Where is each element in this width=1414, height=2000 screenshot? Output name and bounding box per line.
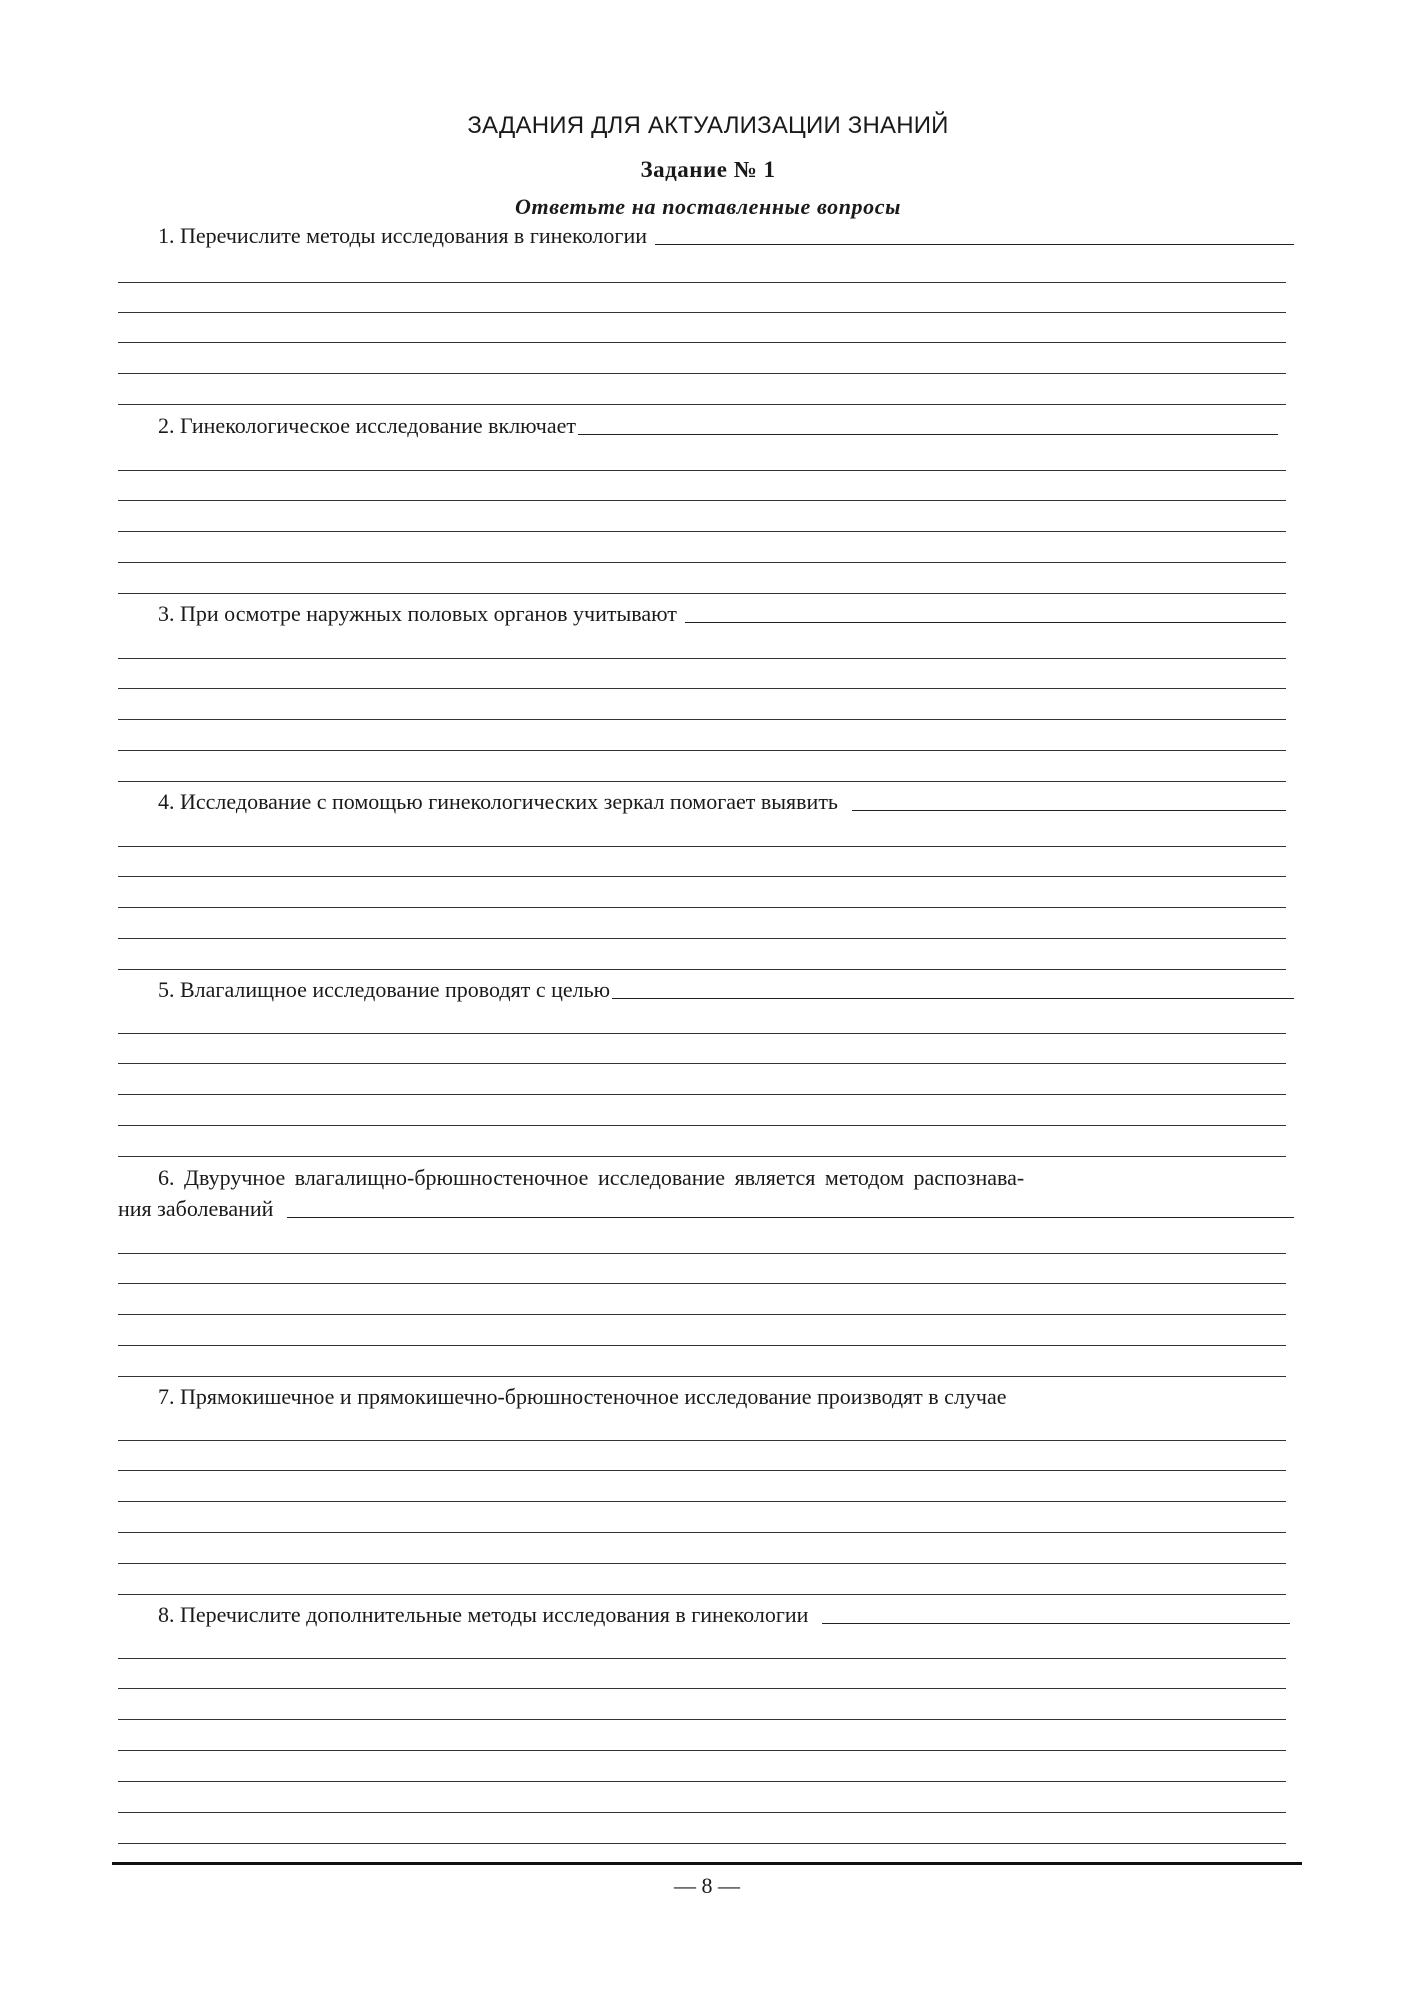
answer-line[interactable] xyxy=(118,562,1286,563)
answer-line[interactable] xyxy=(118,404,1286,405)
question-2 xyxy=(118,412,1278,440)
answer-line[interactable] xyxy=(118,1283,1286,1284)
answer-line[interactable] xyxy=(118,969,1286,970)
answer-line[interactable] xyxy=(118,688,1286,689)
question-5 xyxy=(118,976,1294,1004)
question-6-answer-line[interactable] xyxy=(287,1216,1294,1218)
question-4 xyxy=(118,788,1286,816)
question-5-answer-line[interactable] xyxy=(612,997,1294,999)
question-4-text: 4. Исследование с помощью гинекологических зеркал помогает выявить xyxy=(158,789,838,814)
answer-line[interactable] xyxy=(118,282,1286,283)
question-6-text-line-1: 6. Двуручное влагалищно-брюшностеночное исследование является методом распознава- xyxy=(158,1165,1025,1190)
answer-line[interactable] xyxy=(118,719,1286,720)
question-8 xyxy=(118,1601,1290,1629)
question-5-text: 5. Влагалищное исследование проводят с целью xyxy=(158,977,611,1002)
answer-line[interactable] xyxy=(118,1253,1286,1254)
task-title: Задание № 1 xyxy=(640,157,776,182)
question-1 xyxy=(118,222,1294,250)
question-8-answer-line[interactable] xyxy=(822,1622,1290,1624)
question-3-answer-line[interactable] xyxy=(685,621,1286,623)
answer-line[interactable] xyxy=(118,1345,1286,1346)
footer-rule xyxy=(112,1862,1302,1865)
answer-line[interactable] xyxy=(118,1314,1286,1315)
answer-line[interactable] xyxy=(118,1094,1286,1095)
task-subtitle: Ответьте на поставленные вопросы xyxy=(515,194,901,219)
answer-line[interactable] xyxy=(118,1125,1286,1126)
question-4-answer-line[interactable] xyxy=(852,809,1286,811)
question-7-text: 7. Прямокишечное и прямокишечно-брюшностеночное исследование производят в случае xyxy=(158,1384,1007,1409)
question-7 xyxy=(118,1383,1294,1411)
answer-line[interactable] xyxy=(118,938,1286,939)
answer-line[interactable] xyxy=(118,1843,1286,1844)
question-6-text-line-2: ния заболеваний xyxy=(118,1196,274,1221)
answer-line[interactable] xyxy=(118,876,1286,877)
answer-line[interactable] xyxy=(118,1156,1286,1157)
answer-line[interactable] xyxy=(118,312,1286,313)
answer-line[interactable] xyxy=(118,1750,1286,1751)
answer-line[interactable] xyxy=(118,1719,1286,1720)
question-1-text: 1. Перечислите методы исследования в гинекологии xyxy=(158,223,647,248)
answer-line[interactable] xyxy=(118,373,1286,374)
answer-line[interactable] xyxy=(118,658,1286,659)
answer-line[interactable] xyxy=(118,781,1286,782)
question-6-line-2 xyxy=(118,1195,1294,1223)
question-2-answer-line[interactable] xyxy=(578,433,1278,435)
question-1-answer-line[interactable] xyxy=(655,243,1294,245)
answer-line[interactable] xyxy=(118,750,1286,751)
answer-line[interactable] xyxy=(118,1033,1286,1034)
section-title: ЗАДАНИЯ ДЛЯ АКТУАЛИЗАЦИИ ЗНАНИЙ xyxy=(467,112,949,139)
answer-line[interactable] xyxy=(118,1812,1286,1813)
answer-line[interactable] xyxy=(118,846,1286,847)
answer-line[interactable] xyxy=(118,1563,1286,1564)
answer-line[interactable] xyxy=(118,907,1286,908)
answer-line[interactable] xyxy=(118,593,1286,594)
answer-line[interactable] xyxy=(118,1594,1286,1595)
question-3 xyxy=(118,600,1286,628)
answer-line[interactable] xyxy=(118,500,1286,501)
answer-line[interactable] xyxy=(118,1781,1286,1782)
question-6-line-1 xyxy=(118,1164,1294,1192)
answer-line[interactable] xyxy=(118,1440,1286,1441)
answer-line[interactable] xyxy=(118,470,1286,471)
answer-line[interactable] xyxy=(118,1532,1286,1533)
answer-line[interactable] xyxy=(118,531,1286,532)
answer-line[interactable] xyxy=(118,1688,1286,1689)
answer-line[interactable] xyxy=(118,1501,1286,1502)
question-8-text: 8. Перечислите дополнительные методы исследования в гинекологии xyxy=(158,1602,809,1627)
question-2-text: 2. Гинекологическое исследование включает xyxy=(158,413,576,438)
answer-line[interactable] xyxy=(118,1376,1286,1377)
question-3-text: 3. При осмотре наружных половых органов учитывают xyxy=(158,601,677,626)
page-number: — 8 — xyxy=(674,1873,740,1898)
answer-line[interactable] xyxy=(118,1063,1286,1064)
answer-line[interactable] xyxy=(118,1658,1286,1659)
answer-line[interactable] xyxy=(118,1470,1286,1471)
answer-line[interactable] xyxy=(118,342,1286,343)
